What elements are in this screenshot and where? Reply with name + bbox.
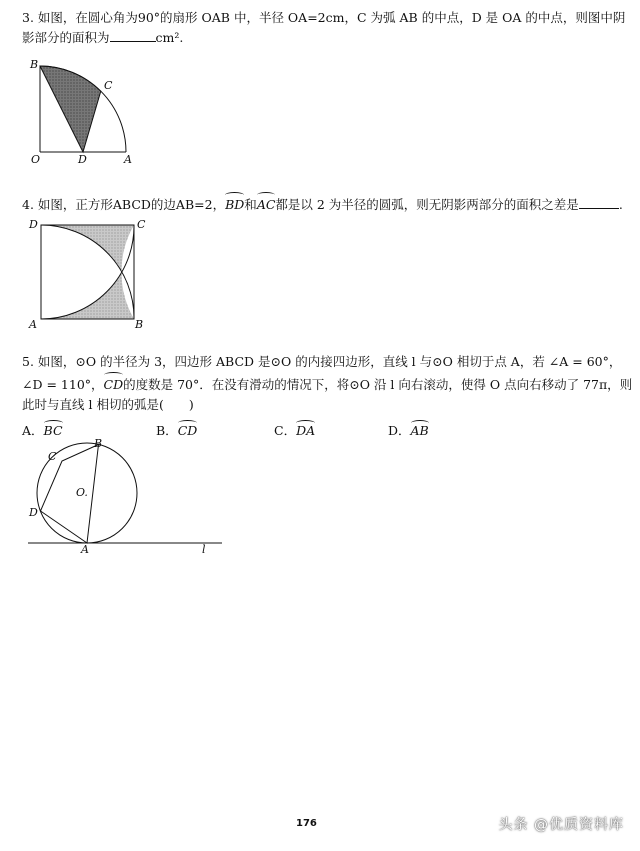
option-b-label: B． — [156, 423, 178, 438]
shaded-region-bottom — [41, 272, 134, 320]
label-o: O. — [76, 486, 88, 499]
answer-blank — [110, 29, 156, 42]
option-a-label: A． — [22, 423, 44, 438]
arc-ac-label: AC — [257, 192, 276, 215]
label-b: B — [94, 437, 103, 450]
label-c: C — [48, 450, 57, 463]
option-d[interactable] — [388, 420, 429, 439]
shaded-region-top — [41, 225, 134, 272]
q4-text-a: 4. 如图，正方形ABCD的边AB=2， — [22, 197, 226, 212]
label-c: C — [104, 79, 113, 92]
figure-3-sector — [28, 55, 148, 167]
option-c-arc: DA — [296, 420, 315, 438]
arc-bd-label: BD — [225, 192, 244, 215]
option-c[interactable] — [274, 420, 315, 439]
label-d: D — [29, 506, 38, 519]
q3-line2 — [22, 28, 625, 48]
label-b: B — [30, 58, 39, 71]
option-c-label: C． — [274, 423, 297, 438]
answer-blank — [579, 196, 619, 209]
label-o: O — [31, 153, 41, 166]
q5-line3: 此时与直线 l 相切的弧是( ) — [22, 397, 194, 412]
page-number: 176 — [296, 818, 317, 829]
figure-4-square — [24, 214, 154, 332]
option-d-label: D． — [388, 423, 411, 438]
q4-text-c: 都是以 2 为半径的圆弧，则无阴影两部分的面积之差是 — [275, 197, 579, 212]
q5-line2-a: ∠D = 110°， — [22, 377, 104, 392]
option-b-arc: CD — [178, 420, 198, 438]
q4-text-d: . — [618, 197, 623, 212]
question-3 — [22, 8, 625, 48]
q5-line2 — [22, 372, 632, 395]
q5-line2-b: 的度数是 70°．在没有滑动的情况下，将⊙O 沿 l 向右滚动，使得 O 点向右移动了 77π，则 — [123, 377, 633, 392]
arc-cd-label: CD — [104, 372, 124, 395]
figure-5-circle — [24, 436, 224, 556]
watermark: 头条 @优质资料库 — [498, 817, 624, 833]
label-d: D — [29, 218, 38, 231]
question-5 — [22, 352, 632, 415]
label-a: A — [81, 543, 89, 556]
q3-line2-text: 影部分的面积为 — [22, 30, 110, 45]
label-d: D — [78, 153, 87, 166]
label-b: B — [135, 318, 144, 331]
label-a: A — [29, 318, 37, 331]
q3-line1: 3. 如图，在圆心角为90°的扇形 OAB 中，半径 OA=2cm，C 为弧 AB 的中点，D 是 OA 的中点，则图中阴 — [22, 10, 626, 25]
question-4 — [22, 192, 623, 215]
shaded-region — [40, 66, 101, 152]
q4-line1 — [22, 192, 623, 215]
option-d-arc: AB — [411, 420, 429, 438]
q5-line1: 5. 如图，⊙O 的半径为 3，四边形 ABCD 是⊙O 的内接四边形，直线 l 与⊙O 相切于点 A，若 ∠A = 60°， — [22, 354, 622, 369]
label-l: l — [202, 543, 206, 556]
q4-text-b: 和 — [244, 197, 257, 212]
option-a-arc: BC — [44, 420, 63, 438]
q3-unit: cm². — [155, 30, 184, 45]
label-a: A — [124, 153, 132, 166]
label-c: C — [137, 218, 146, 231]
